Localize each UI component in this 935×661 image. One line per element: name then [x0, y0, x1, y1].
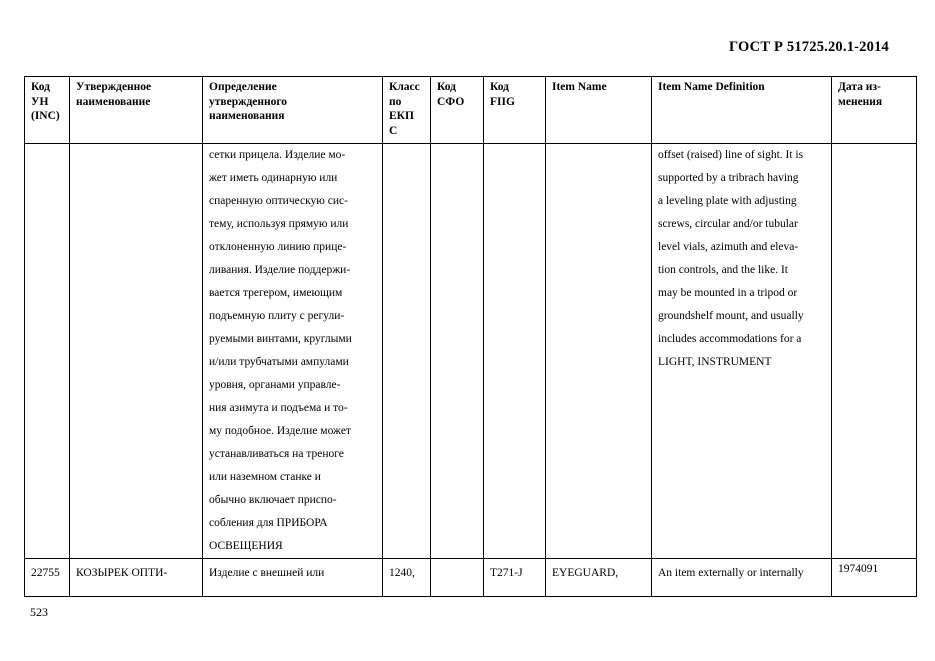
table-row-continuation	[25, 144, 917, 559]
text-line: устанавливаться на треноге	[209, 448, 344, 460]
cell-item-definition	[652, 144, 832, 559]
cell-class	[383, 144, 431, 559]
column-header: Код УН (INC)	[25, 77, 70, 144]
text-line: отклоненную линию прице-	[209, 241, 347, 253]
text-line: или наземном станке и	[209, 471, 321, 483]
text-line: подъемную плиту с регули-	[209, 310, 345, 322]
cell-date: 1974091	[832, 559, 917, 597]
text-line: ливания. Изделие поддержи-	[209, 264, 351, 276]
cell-inc	[25, 144, 70, 559]
column-header: Код СФО	[431, 77, 484, 144]
text-line: a leveling plate with adjusting	[658, 195, 797, 207]
cell-item-definition: An item externally or internally	[652, 559, 832, 597]
column-header: Утвержденное наименование	[70, 77, 203, 144]
text-line: спаренную оптическую сис-	[209, 195, 348, 207]
cell-definition-ru	[203, 144, 383, 559]
cell-fiig	[484, 144, 546, 559]
text-line: offset (raised) line of sight. It is	[658, 149, 804, 161]
column-header: Класс по ЕКП С	[383, 77, 431, 144]
table-row	[25, 559, 917, 597]
text-line: includes accommodations for a	[658, 333, 802, 345]
column-header: Определение утвержденного наименования	[203, 77, 383, 144]
cell-sfo	[431, 559, 484, 597]
column-header: Item Name Definition	[652, 77, 832, 144]
text-line: screws, circular and/or tubular	[658, 218, 798, 230]
text-line: may be mounted in a tripod or	[658, 287, 798, 299]
cell-name-ru	[70, 144, 203, 559]
text-line: вается трегером, имеющим	[209, 287, 343, 299]
item-name-table	[24, 76, 917, 597]
column-header: Код FIIG	[484, 77, 546, 144]
text-line: обычно включает приспо-	[209, 494, 337, 506]
page-number: 523	[30, 605, 48, 619]
text-line: сетки прицела. Изделие мо-	[209, 149, 346, 161]
text-line: LIGHT, INSTRUMENT	[658, 356, 772, 368]
text-line: supported by a tribrach having	[658, 172, 799, 184]
text-line: и/или трубчатыми ампулами	[209, 356, 349, 368]
text-line: groundshelf mount, and usually	[658, 310, 804, 322]
table-header-row	[25, 77, 917, 144]
text-line: руемыми винтами, круглыми	[209, 333, 352, 345]
text-line: ОСВЕЩЕНИЯ	[209, 540, 283, 552]
cell-date	[832, 144, 917, 559]
column-header: Item Name	[546, 77, 652, 144]
column-header: Дата из- менения	[832, 77, 917, 144]
cell-class: 1240,	[383, 559, 431, 597]
text-line: собления для ПРИБОРА	[209, 517, 328, 529]
text-line: level vials, azimuth and eleva-	[658, 241, 799, 253]
cell-item-name: EYEGUARD,	[546, 559, 652, 597]
text-line: tion controls, and the like. It	[658, 264, 788, 276]
text-line: тему, используя прямую или	[209, 218, 349, 230]
cell-fiig: T271-J	[484, 559, 546, 597]
cell-sfo	[431, 144, 484, 559]
document-header-standard: ГОСТ Р 51725.20.1-2014	[728, 39, 889, 55]
text-line: жет иметь одинарную или	[209, 172, 338, 184]
cell-inc: 22755	[25, 559, 70, 597]
text-line: ния азимута и подъема и то-	[209, 402, 348, 414]
text-line: уровня, органами управле-	[209, 379, 341, 391]
text-line: му подобное. Изделие может	[209, 425, 351, 437]
cell-definition-ru: Изделие с внешней или	[203, 559, 383, 597]
cell-name-ru: КОЗЫРЕК ОПТИ-	[70, 559, 203, 597]
cell-item-name	[546, 144, 652, 559]
